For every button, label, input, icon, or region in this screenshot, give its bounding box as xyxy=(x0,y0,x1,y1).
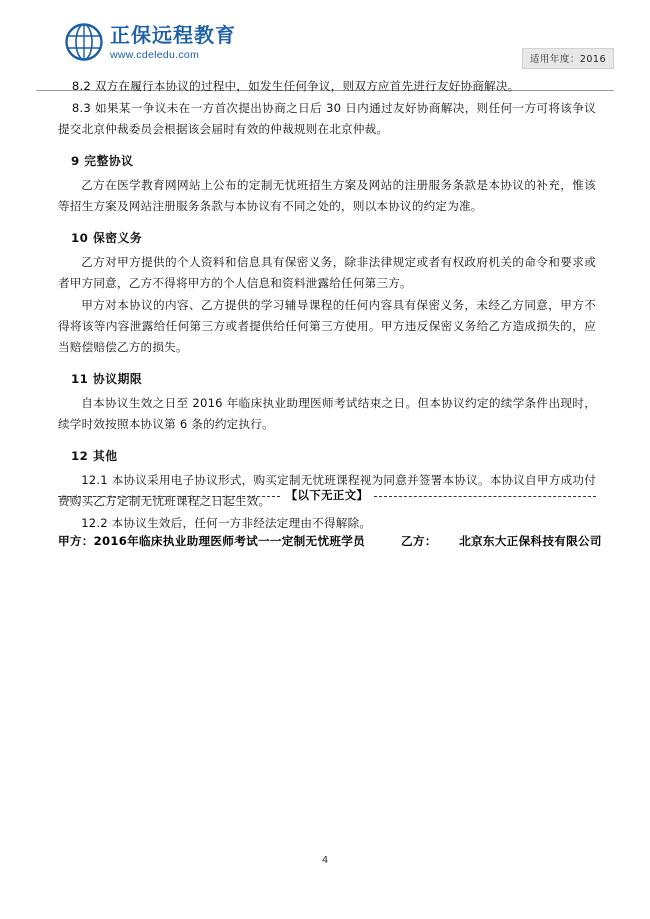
clause-10-2: 甲方对本协议的内容、乙方提供的学习辅导课程的任何内容具有保密义务，未经乙方同意，甲方不得将该等内容泄露给任何第三方或者提供给任何第三方使用。甲方违反保密义务给乙方造成损失的，应当赔偿赔偿乙方的损失。 xyxy=(58,298,596,354)
heading-12: 12 其他 xyxy=(70,449,118,463)
divider-label: 【以下无正文】 xyxy=(285,488,369,502)
page-number: 4 xyxy=(321,855,329,866)
party-b-label: 乙方： xyxy=(401,534,437,548)
divider-line-right xyxy=(374,496,596,497)
party-a-line: 甲方：2016年临床执业助理医师考试一一定制无忧班学员 xyxy=(58,534,366,548)
end-of-text-divider xyxy=(58,487,596,503)
brand-website: www.cdeledu.com xyxy=(110,49,200,61)
heading-10: 10 保密义务 xyxy=(70,231,143,245)
clause-11-1: 自本协议生效之日至 2016 年临床执业助理医师考试结束之日。但本协议约定的续学条件出现时，续学时效按照本协议第 6 条的约定执行。 xyxy=(58,396,596,431)
party-b-name: 北京东大正保科技有限公司 xyxy=(459,534,602,548)
brand-logo xyxy=(64,22,236,62)
clause-10-1: 乙方对甲方提供的个人资料和信息具有保密义务，除非法律规定或者有权政府机关的命令和要求或者甲方同意，乙方不得将甲方的个人信息和资料泄露给任何第三方。 xyxy=(58,255,596,290)
document-body xyxy=(58,76,596,535)
clause-9-1: 乙方在医学教育网网站上公布的定制无忧班招生方案及网站的注册服务条款是本协议的补充，惟该等招生方案及网站注册服务条款与本协议有不同之处的，则以本协议的约定为准。 xyxy=(58,178,596,213)
clause-8-3: 8.3 如果某一争议未在一方首次提出协商之日后 30 日内通过友好协商解决，则任何一方可将该争议提交北京仲裁委员会根据该会届时有效的仲裁规则在北京仲裁。 xyxy=(58,101,596,136)
clause-12-1: 12.1 本协议采用电子协议形式，购买定制无忧班课程视为同意并签署本协议。本协议自甲方成功付费购买乙方定制无忧班课程之日起生效。 xyxy=(58,473,596,508)
brand-title: 正保远程教育 xyxy=(110,23,236,47)
document-header xyxy=(0,22,650,70)
divider-line-left xyxy=(58,496,280,497)
cdel-globe-logo-icon xyxy=(64,22,104,62)
year-badge: 适用年度：2016 xyxy=(522,48,614,69)
clause-12-2: 12.2 本协议生效后，任何一方非经法定理由不得解除。 xyxy=(81,516,372,530)
clause-8-2: 8.2 双方在履行本协议的过程中，如发生任何争议，则双方应首先进行友好协商解决。 xyxy=(71,79,520,93)
heading-9: 9 完整协议 xyxy=(70,154,134,168)
heading-11: 11 协议期限 xyxy=(70,372,143,386)
signature-block xyxy=(58,533,602,549)
